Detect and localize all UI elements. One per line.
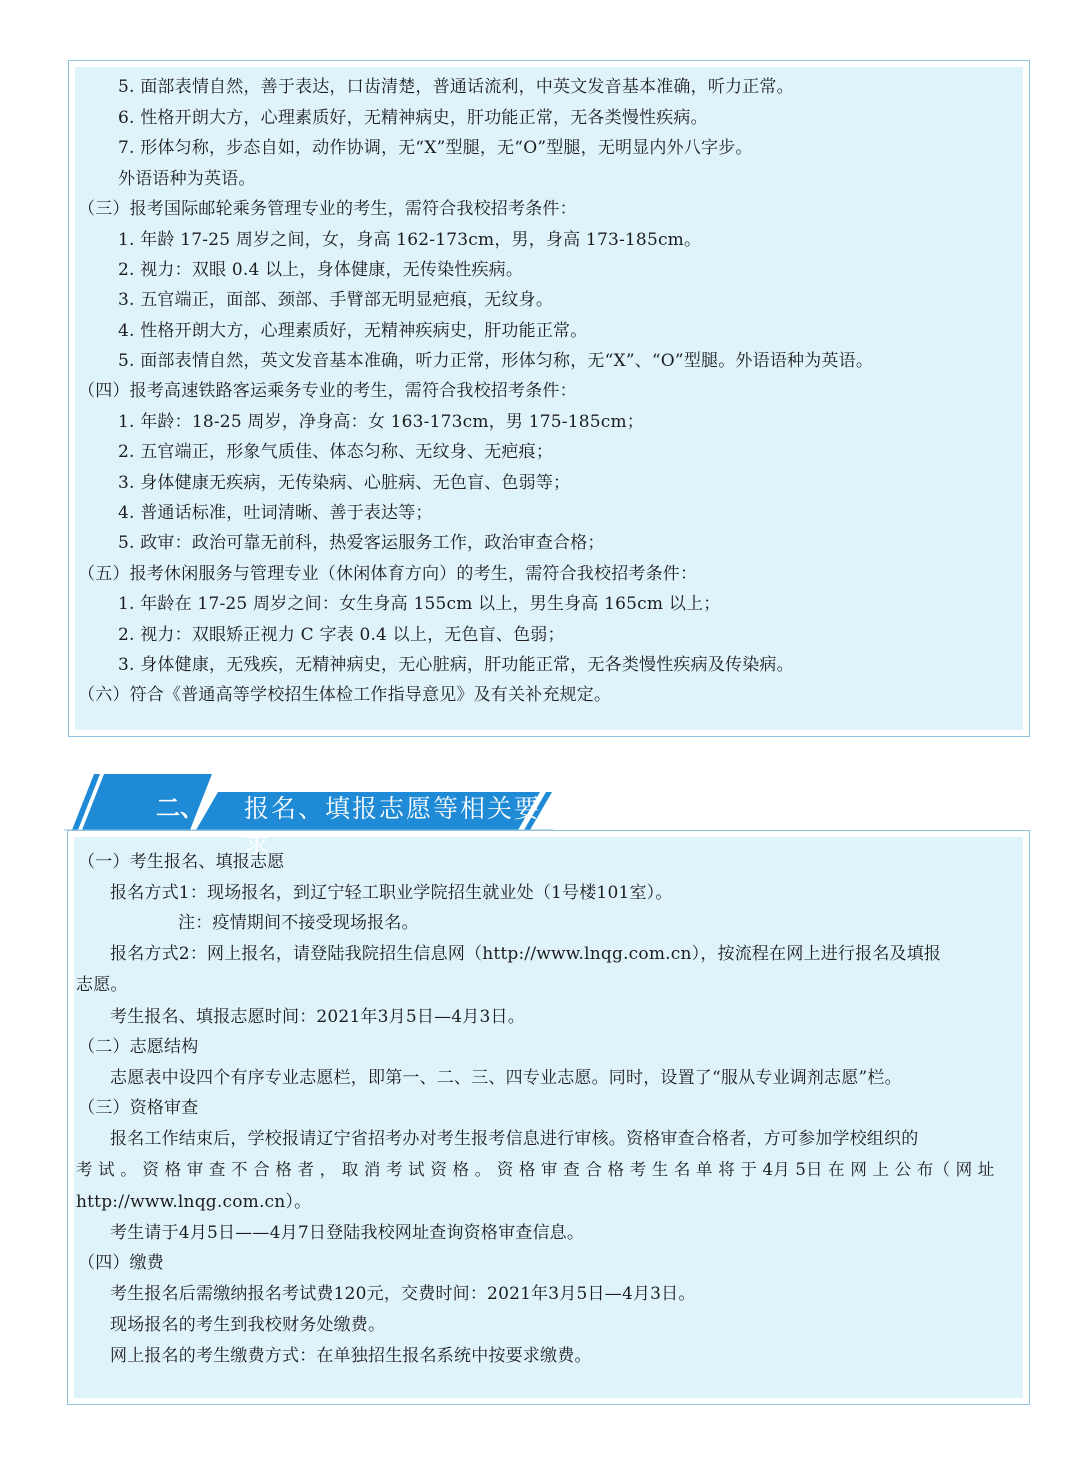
text-line: http://www.lnqg.com.cn）。 (76, 1192, 312, 1212)
text-line: 报名工作结束后，学校报请辽宁省招考办对考生报考信息进行审核。资格审查合格者，方可参加学校组织的 (110, 1129, 919, 1149)
text-line: 5. 政审：政治可靠无前科，热爱客运服务工作，政治审查合格； (118, 533, 605, 553)
subsection-heading: （一）考生报名、填报志愿 (78, 852, 285, 872)
text-line: 2. 视力：双眼 0.4 以上，身体健康，无传染性疾病。 (118, 260, 524, 280)
subsection-heading: （五）报考休闲服务与管理专业（休闲体育方向）的考生，需符合我校招考条件： (78, 564, 698, 584)
section-number: 二、 (156, 795, 204, 822)
text-line: 现场报名的考生到我校财务处缴费。 (110, 1315, 386, 1335)
text-line: 考生报名、填报志愿时间：2021年3月5日—4月3日。 (110, 1007, 525, 1027)
text-line: 报名方式2：网上报名，请登陆我院招生信息网（http://www.lnqg.com.cn），按流程在网上进行报名及填报 (110, 944, 942, 964)
note-line: 注：疫情期间不接受现场报名。 (178, 913, 419, 933)
section-banner (64, 772, 554, 859)
text-line: 志愿。 (76, 975, 128, 995)
subsection-heading: （三）资格审查 (78, 1098, 199, 1118)
text-line: 2. 视力：双眼矫正视力 C 字表 0.4 以上，无色盲、色弱； (118, 625, 565, 645)
text-line: 志愿表中设四个有序专业志愿栏，即第一、二、三、四专业志愿。同时，设置了“服从专业调剂志愿”栏。 (110, 1068, 902, 1088)
text-line: 1. 年龄 17-25 周岁之间，女，身高 162-173cm，男，身高 173-185cm。 (118, 230, 702, 250)
text-line: 5. 面部表情自然，善于表达，口齿清楚，普通话流利，中英文发音基本准确，听力正常。 (118, 77, 794, 97)
subsection-heading: （三）报考国际邮轮乘务管理专业的考生，需符合我校招考条件： (78, 199, 577, 219)
text-line: 3. 身体健康无疾病，无传染病、心脏病、无色盲、色弱等； (118, 473, 571, 493)
text-line: 4. 普通话标准，吐词清晰、善于表达等； (118, 503, 433, 523)
text-line: 3. 五官端正，面部、颈部、手臂部无明显疤痕，无纹身。 (118, 290, 554, 310)
text-line: 2. 五官端正，形象气质佳、体态匀称、无纹身、无疤痕； (118, 442, 554, 462)
text-line: 3. 身体健康，无残疾，无精神病史，无心脏病，肝功能正常，无各类慢性疾病及传染病。 (118, 655, 794, 675)
text-line: 报名方式1：现场报名，到辽宁轻工职业学院招生就业处（1号楼101室）。 (110, 883, 673, 903)
text-line: 考生请于4月5日——4月7日登陆我校网址查询资格审查信息。 (110, 1223, 585, 1243)
subsection-heading: （六）符合《普通高等学校招生体检工作指导意见》及有关补充规定。 (78, 685, 612, 705)
text-line: 考 试 。 资 格 审 查 不 合 格 者 ， 取 消 考 试 资 格 。 资 格 审 查 合 格 考 生 名 单 将 于 4月 5日 在 网 上 公 布（ 网 址 (76, 1160, 995, 1179)
subsection-heading: （四）报考高速铁路客运乘务专业的考生，需符合我校招考条件： (78, 381, 577, 401)
section-title: 报名、填报志愿等相关要求 (244, 795, 542, 859)
text-line: 7. 形体匀称，步态自如，动作协调，无“X”型腿，无“O”型腿，无明显内外八字步。 (118, 138, 753, 158)
subsection-heading: （四）缴费 (78, 1253, 164, 1273)
text-line: 1. 年龄：18-25 周岁，净身高：女 163-173cm，男 175-185cm； (118, 412, 645, 432)
text-line: 1. 年龄在 17-25 周岁之间：女生身高 155cm 以上，男生身高 165cm 以上； (118, 594, 721, 614)
text-line: 4. 性格开朗大方，心理素质好，无精神疾病史，肝功能正常。 (118, 321, 588, 341)
subsection-heading: （二）志愿结构 (78, 1037, 199, 1057)
text-line: 网上报名的考生缴费方式：在单独招生报名系统中按要求缴费。 (110, 1346, 592, 1366)
text-line: 外语语种为英语。 (118, 169, 256, 189)
text-line: 6. 性格开朗大方，心理素质好，无精神病史，肝功能正常，无各类慢性疾病。 (118, 108, 708, 128)
text-line: 5. 面部表情自然，英文发音基本准确，听力正常，形体匀称，无“X”、“O”型腿。外语语种为英语。 (118, 351, 874, 371)
text-line: 考生报名后需缴纳报名考试费120元，交费时间：2021年3月5日—4月3日。 (110, 1284, 696, 1304)
